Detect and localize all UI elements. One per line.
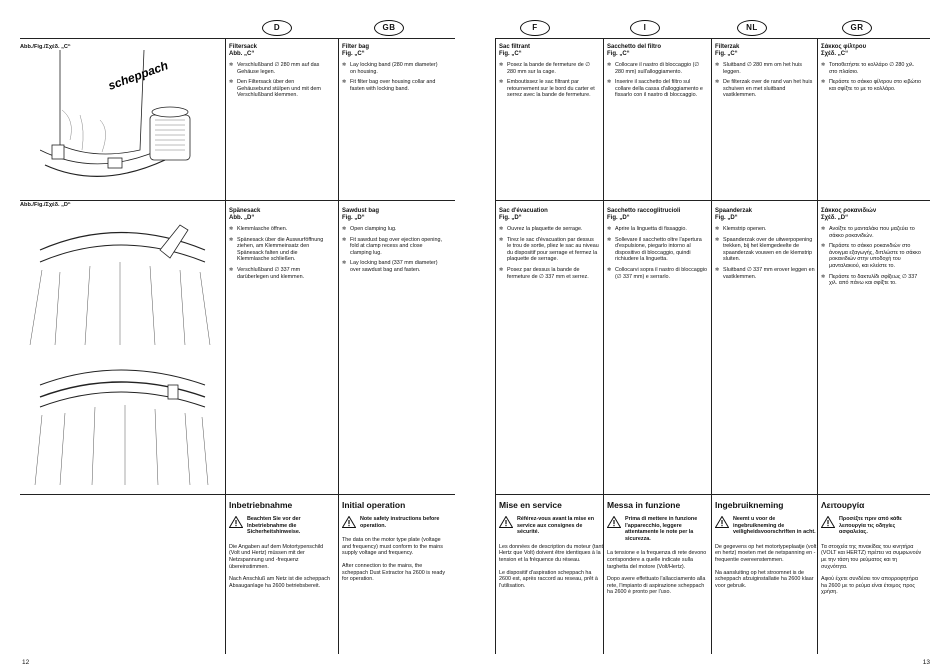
fr-operation-text: Les données de description du moteur (tant Hertz que Volt) doivent être identiques à la tension et la fréquence du réseau.: [499, 543, 603, 563]
gb-filter-section: [342, 44, 442, 96]
fr-filter-fig: Fig. „C“: [499, 51, 522, 57]
de-sawdust-section: [229, 208, 329, 284]
it-safety-text: Prima di mettere in funzione l'apparecchio, leggere attentamente le note per la sicurezza.: [625, 516, 698, 542]
fr-sawdust-step: ✲ Posez par dessus la bande de fermeture de ∅ 337 mm et serrez.: [499, 267, 599, 280]
column-rule: [603, 38, 604, 654]
top-rule: [495, 38, 930, 39]
nl-filter-fig: Fig. „C“: [715, 51, 738, 57]
fr-sawdust-step: ✲ Tirez le sac d'évacuation par dessus le trou de sortie, pliez le sac au niveau du dispositif pour serrage et fermez la plaquette de serrage.: [499, 237, 599, 263]
gr-safety-text: Προσέξτε πριν από κάθε λειτουργία τις οδηγίες ασφαλείας.: [839, 516, 902, 536]
column-rule: [711, 38, 712, 654]
gb-sawdust-fig: Fig. „D“: [342, 215, 365, 221]
sawdust-bag-illustration-top: [20, 210, 220, 350]
top-rule: [20, 38, 455, 39]
de-operation-heading: Inbetriebnahme: [229, 500, 293, 510]
gb-operation-section: [342, 500, 446, 589]
gr-sawdust-step: ✲ Περάστε το δακτυλίδι σφίξεως ∅ 337 χιλ. από πάνω και σφίξτε το.: [821, 274, 921, 287]
fr-filter-step: ✲ Posez la bande de fermeture de ∅ 280 mm sur la cage.: [499, 62, 599, 75]
de-sawdust-step: ✲ Spänesack über die Auswurföffnung ziehen, am Klemmeinsatz den Spänesack falten und die Klemmlasche schließen.: [229, 237, 329, 263]
flag-nl: NL: [737, 20, 767, 36]
it-sawdust-step: ✲ Sollevare il sacchetto oltre l'apertura d'espulsione, piegarlo intorno al dispositivo di bloccaggio, quindi richiudere la linguetta.: [607, 237, 707, 263]
gr-sawdust-step: ✲ Περάστε το σάκκο ροκανιδιών στο άνοιγμα εξαγωγής, διπλώστε το σάκκο ροκανιδιών στην υποδοχή του μανταλακιού, και κλείστε το.: [821, 243, 921, 269]
fr-sawdust-title: Sac d'évacuation: [499, 208, 548, 214]
it-operation-text: La tensione e la frequenza di rete devono corrispondere a quelle indicate sulla targhetta del motore (Volt/Hertz).: [607, 550, 707, 570]
figure-d-label: Abb./Fig./Σχέδ. „D“: [20, 202, 71, 208]
gr-filter-step: ✲ Τοποθετήστε το κολλάρο ∅ 280 χιλ. στο πλαίσιο.: [821, 62, 921, 75]
de-safety-text: Beachten Sie vor der Inbetriebnahme die Sicherheitshinweise.: [247, 516, 301, 536]
nl-operation-heading: Ingebruikneming: [715, 500, 784, 510]
gr-filter-step: ✲ Περάστε το σάκκο φίλτρου στο κιβώτιο και σφίξτε το με το κολλάρο.: [821, 79, 921, 92]
fr-operation-heading: Mise en service: [499, 500, 562, 510]
gb-safety-text: Note safety instructions before operation.: [360, 516, 440, 529]
gb-sawdust-step: ✲ Open clamping lug.: [342, 226, 442, 233]
gr-filter-section: [821, 44, 921, 96]
nl-sawdust-step: ✲ Spaanderzak over de uitwerpopening trekken, bij het klemgedeelte de spaanderzak vouwen en de klemstrip sluiten.: [715, 237, 815, 263]
gb-sawdust-step: ✲ Fit sawdust bag over ejection opening, fold at clamp recess and close clamping lug.: [342, 237, 442, 257]
it-filter-step: ✲ Collocare il nastro di bloccaggio (∅ 280 mm) sull'alloggiamento.: [607, 62, 707, 75]
gr-filter-fig: Σχέδ. „C“: [821, 51, 849, 57]
section-rule: [20, 200, 455, 201]
gb-operation-heading: Initial operation: [342, 500, 406, 510]
column-rule: [225, 38, 226, 654]
fr-sawdust-step: ✲ Ouvrez la plaquette de serrage.: [499, 226, 599, 233]
gb-sawdust-section: [342, 208, 442, 278]
it-operation-section: [607, 500, 711, 602]
gr-filter-title: Σάκκος φίλτρου: [821, 44, 867, 50]
gr-operation-text: Τα στοιχεία της πινακίδας του κινητήρα (VOLT και HERTZ) πρέπει να συμφωνούν με την τάση του ρεύματος και τη συχνότητα.: [821, 543, 922, 570]
flag-fr: F: [520, 20, 550, 36]
fr-safety-note: [499, 516, 603, 536]
nl-filter-section: [715, 44, 815, 103]
flag-gr: GR: [842, 20, 872, 36]
gb-operation-text: The data on the motor type plate (voltage and frequency) must conform to the mains supply voltage and frequency.: [342, 537, 443, 557]
fr-operation-text: Le dispositif d'aspiration scheppach ha 2600 est, après raccord au reseau, prêt à l'utilisation.: [499, 569, 598, 589]
section-rule: [495, 200, 930, 201]
de-filter-step: ✲ Verschlußband ∅ 280 mm auf das Gehäuse legen.: [229, 62, 329, 75]
gb-operation-text: After connection to the mains, the scheppach Dust Extractor ha 2600 is ready for operation.: [342, 562, 446, 583]
gb-filter-fig: Fig. „C“: [342, 51, 365, 57]
figure-c-label: Abb./Fig./Σχέδ. „C“: [20, 44, 71, 50]
de-sawdust-fig: Abb. „D“: [229, 215, 255, 221]
warning-icon: [821, 516, 835, 528]
gr-sawdust-title: Σάκκος ροκανιδιών: [821, 208, 877, 214]
it-sawdust-step: ✲ Collocarvi sopra il nastro di bloccaggio (∅ 337 mm) e serrarlo.: [607, 267, 707, 280]
fr-operation-section: [499, 500, 603, 595]
gr-sawdust-fig: Σχέδ. „D“: [821, 215, 849, 221]
it-sawdust-section: [607, 208, 707, 284]
gr-safety-note: [821, 516, 925, 536]
nl-filter-step: ✲ De filterzak over de rand van het huis schuiven en met sluitband vastklemmen.: [715, 79, 815, 99]
gr-sawdust-section: [821, 208, 921, 291]
de-sawdust-step: ✲ Klemmlasche öffnen.: [229, 226, 329, 233]
gb-sawdust-title: Sawdust bag: [342, 208, 380, 214]
flag-gb: GB: [374, 20, 404, 36]
warning-icon: [229, 516, 243, 528]
it-filter-title: Sacchetto del filtro: [607, 44, 662, 50]
right-page: [475, 0, 950, 672]
nl-sawdust-fig: Fig. „D“: [715, 215, 738, 221]
warning-icon: [607, 516, 621, 528]
de-safety-note: [229, 516, 333, 536]
gb-filter-step: ✲ Lay locking band (280 mm diameter) on housing.: [342, 62, 442, 75]
gr-operation-section: [821, 500, 925, 602]
fr-filter-section: [499, 44, 599, 103]
nl-filter-step: ✲ Sluitband ∅ 280 mm om het huis leggen.: [715, 62, 815, 75]
it-operation-heading: Messa in funzione: [607, 500, 681, 510]
it-operation-text: Dopo avere effettuato l'allacciamento alla rete, l'impianto di aspirazione scheppach ha 2600 è pronto per l'uso.: [607, 576, 706, 596]
nl-sawdust-title: Spaanderzak: [715, 208, 753, 214]
column-rule: [338, 38, 339, 654]
nl-sawdust-step: ✲ Sluitband ∅ 337 mm erover leggen en vastklemmen.: [715, 267, 815, 280]
fr-filter-title: Sac filtrant: [499, 44, 531, 50]
fr-sawdust-fig: Fig. „D“: [499, 215, 522, 221]
page-number-left: 12: [22, 659, 30, 666]
brand-logo: scheppach: [106, 58, 170, 93]
it-sawdust-step: ✲ Aprire la linguetta di fissaggio.: [607, 226, 707, 233]
gr-operation-text: Αφού έχετε συνδέσει τον απορροφητήρα ha 2600 με το ρεύμα είναι έτοιμος προς χρήση.: [821, 576, 918, 596]
nl-operation-text: Na aansluiting op het stroomnet is de scheppach afzuiginstallatie ha 2600 klaar voor gebruik.: [715, 569, 814, 589]
warning-icon: [342, 516, 356, 528]
it-sawdust-title: Sacchetto raccoglitrucioli: [607, 208, 681, 214]
nl-sawdust-section: [715, 208, 815, 284]
gb-sawdust-step: ✲ Lay locking band (337 mm diameter) over sawdust bag and fasten.: [342, 260, 442, 273]
de-filter-fig: Abb. „C“: [229, 51, 255, 57]
filter-bag-illustration: [40, 50, 220, 195]
sawdust-bag-illustration-bottom: [20, 355, 220, 490]
it-safety-note: [607, 516, 711, 542]
flag-de: D: [262, 20, 292, 36]
nl-operation-text: De gegevens op het motortypeplaatje (volt en hertz) moeten met de netspanning en -frequentie overeenstemmen.: [715, 543, 817, 563]
it-sawdust-fig: Fig. „D“: [607, 215, 630, 221]
warning-icon: [499, 516, 513, 528]
de-filter-step: ✲ Den Filtersack über den Gehäusebund stülpen und mit dem Verschlußband klemmen.: [229, 79, 329, 99]
nl-operation-section: [715, 500, 819, 595]
gb-filter-title: Filter bag: [342, 44, 370, 50]
nl-filter-title: Filterzak: [715, 44, 740, 50]
warning-icon: [715, 516, 729, 528]
gr-operation-heading: Λειτουργία: [821, 500, 865, 510]
fr-sawdust-section: [499, 208, 599, 284]
it-filter-section: [607, 44, 707, 103]
it-filter-step: ✲ Inserire il sacchetto del filtro sul collare della cassa d'alloggiamento e fissarlo con il nastro di bloccaggio.: [607, 79, 707, 99]
de-sawdust-title: Spänesack: [229, 208, 261, 214]
gb-filter-step: ✲ Fit filter bag over housing collar and fasten with locking band.: [342, 79, 442, 92]
fr-safety-text: Référez-vous avant la mise en service aux consignes de sécurité.: [517, 516, 594, 536]
de-sawdust-step: ✲ Verschlußband ∅ 337 mm darüberlegen und klemmen.: [229, 267, 329, 280]
de-filter-section: [229, 44, 329, 103]
column-rule: [495, 38, 496, 654]
de-operation-section: [229, 500, 333, 595]
nl-safety-text: Neemt u voor de ingebruikneming de veiligheidsvoorschriften in acht.: [733, 516, 816, 536]
nl-sawdust-step: ✲ Klemstrip openen.: [715, 226, 815, 233]
flag-it: I: [630, 20, 660, 36]
nl-safety-note: [715, 516, 819, 536]
it-filter-fig: Fig. „C“: [607, 51, 630, 57]
gb-safety-note: [342, 516, 446, 529]
page-number-right: 13: [922, 659, 930, 666]
section-rule: [20, 494, 455, 495]
gr-sawdust-step: ✲ Ανοίξτε το μανταλάκι που μαζεύει το σάκκο ροκανιδιών.: [821, 226, 921, 239]
de-operation-text: Nach Anschluß am Netz ist die scheppach Absauganlage ha 2600 betriebsbereit.: [229, 576, 330, 589]
section-rule: [495, 494, 930, 495]
fr-filter-step: ✲ Emboutissez le sac filtrant par retournement sur le bord du carter et serrez avec la bande de fermeture.: [499, 79, 599, 99]
de-operation-text: Die Angaben auf dem Motortypenschild (Volt und Hertz) müssen mit der Netzspannung und -frequenz übereinstimmen.: [229, 543, 324, 570]
de-filter-title: Filtersack: [229, 44, 258, 50]
